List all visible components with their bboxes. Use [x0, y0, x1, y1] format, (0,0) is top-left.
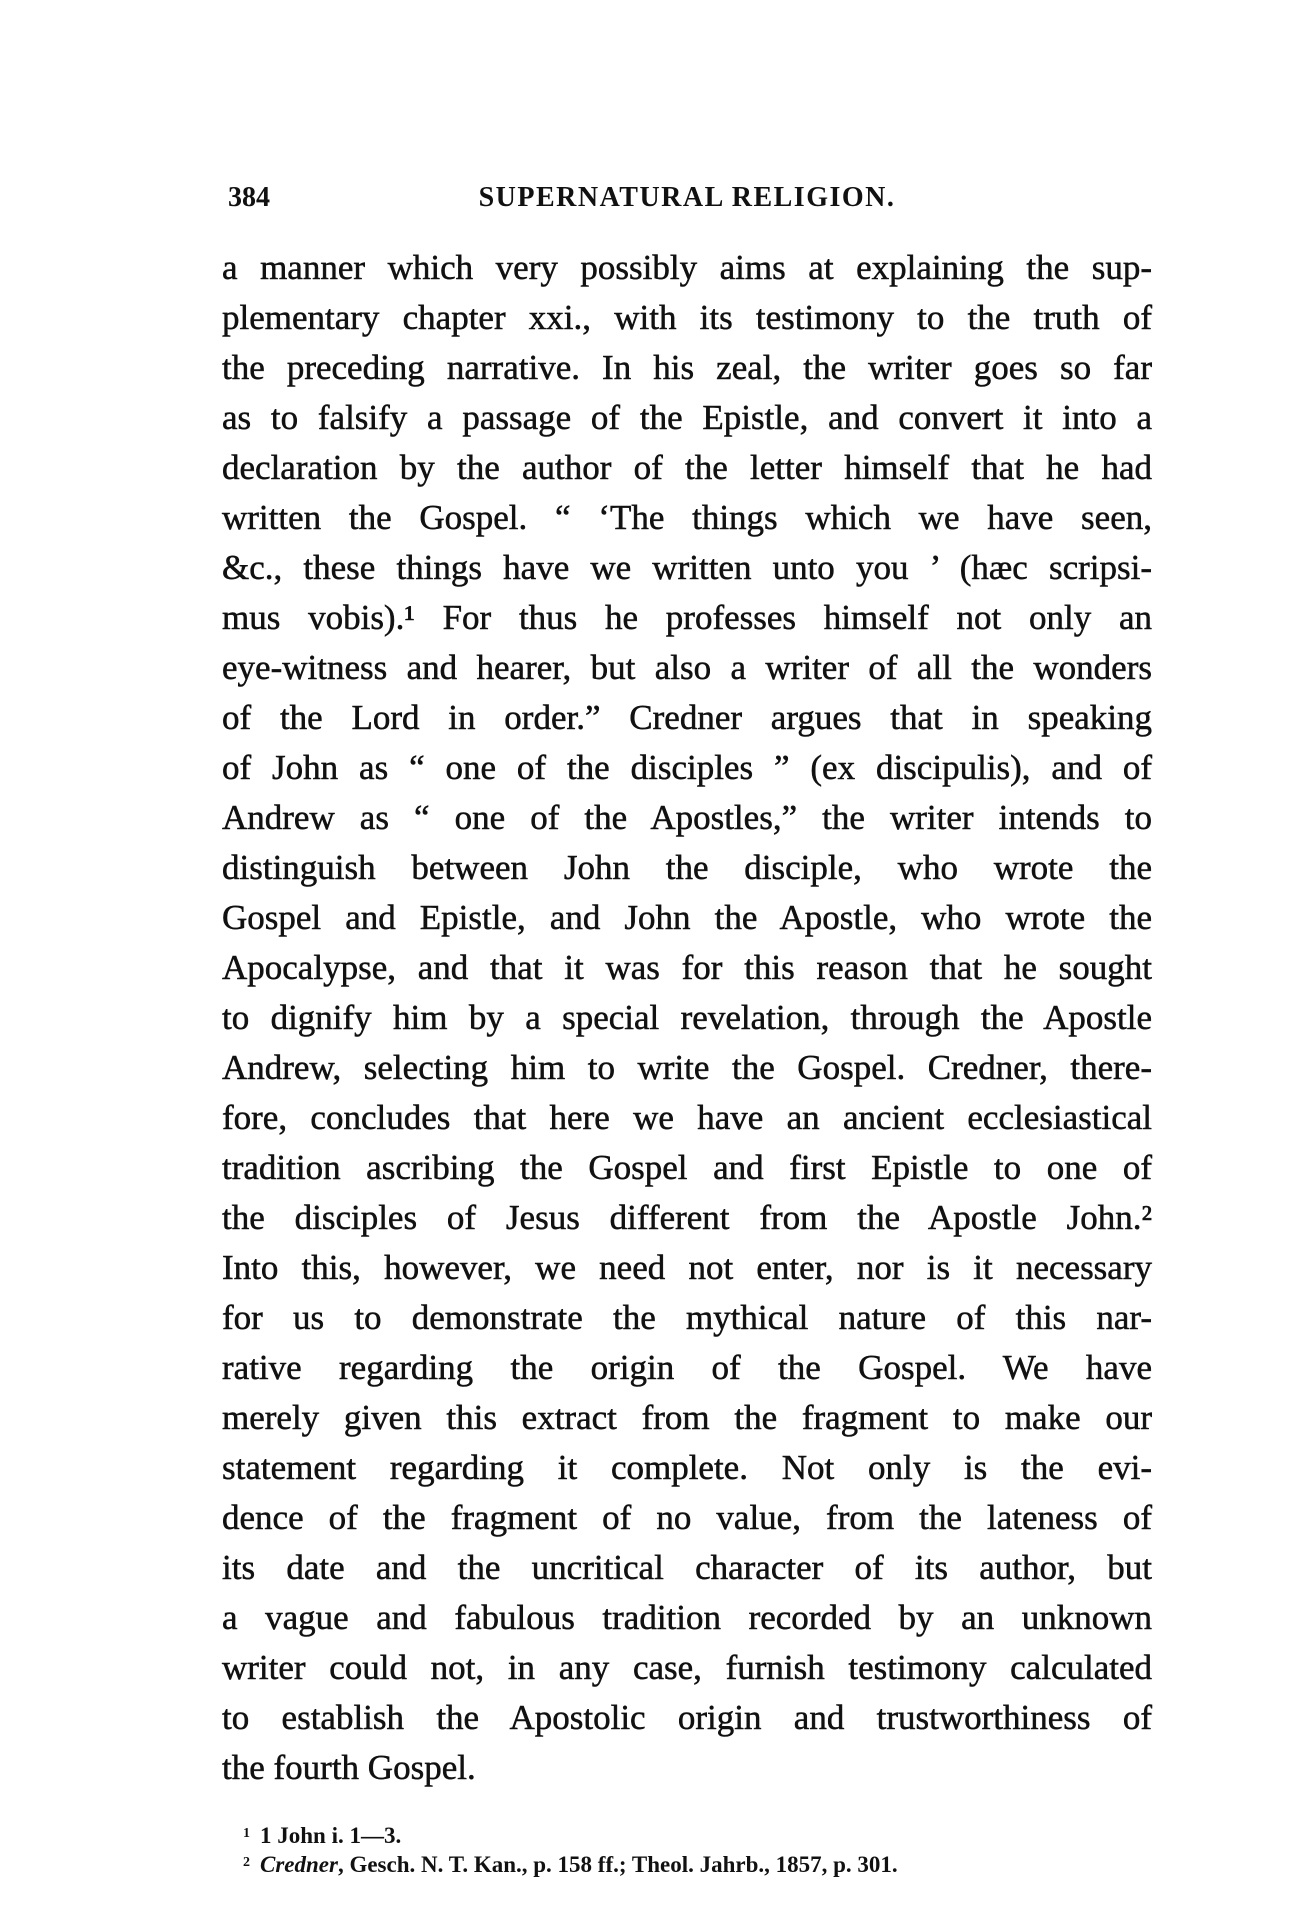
text-line: a vague and fabulous tradition recorded by an unknown	[222, 1598, 1152, 1637]
text-line: written the Gospel. “ ‘The things which we have seen,	[222, 498, 1152, 537]
footnote-2	[243, 1849, 1143, 1878]
text-line: Apocalypse, and that it was for this reason that he sought	[222, 948, 1152, 987]
text-line: rative regarding the origin of the Gospel. We have	[222, 1348, 1152, 1387]
footnote-1	[243, 1820, 1143, 1849]
text-line: statement regarding it complete. Not only is the evi-	[222, 1448, 1152, 1487]
footnote-text: , Gesch. N. T. Kan., p. 158 ff.; Theol. Jahrb., 1857, p. 301.	[337, 1852, 898, 1877]
page-number: 384	[228, 182, 270, 213]
footnotes	[243, 1820, 1143, 1878]
text-line: Gospel and Epistle, and John the Apostle, who wrote the	[222, 898, 1152, 937]
text-line: distinguish between John the disciple, who wrote the	[222, 848, 1152, 887]
text-line: of John as “ one of the disciples ” (ex discipulis), and of	[222, 748, 1152, 787]
text-line: mus vobis).¹ For thus he professes himself not only an	[222, 598, 1152, 637]
text-line: to dignify him by a special revelation, through the Apostle	[222, 998, 1152, 1037]
text-line: Andrew, selecting him to write the Gospel. Credner, there-	[222, 1048, 1152, 1087]
text-line: tradition ascribing the Gospel and first Epistle to one of	[222, 1148, 1152, 1187]
text-line: merely given this extract from the fragment to make our	[222, 1398, 1152, 1437]
footnote-mark: 1	[243, 1826, 250, 1841]
footnote-text: 1 John i. 1—3.	[260, 1823, 402, 1848]
body-text	[222, 243, 1152, 1793]
text-line: Andrew as “ one of the Apostles,” the writer intends to	[222, 798, 1152, 837]
running-title: SUPERNATURAL RELIGION.	[478, 182, 896, 213]
text-line: declaration by the author of the letter himself that he had	[222, 448, 1152, 487]
text-line: of the Lord in order.” Credner argues that in speaking	[222, 698, 1152, 737]
text-line: as to falsify a passage of the Epistle, and convert it into a	[222, 398, 1152, 437]
text-line: a manner which very possibly aims at explaining the sup-	[222, 248, 1152, 287]
text-line: the fourth Gospel.	[222, 1748, 476, 1787]
text-line: &c., these things have we written unto you ’ (hæc scripsi-	[222, 548, 1152, 587]
footnote-author: Credner	[260, 1852, 338, 1877]
text-line: Into this, however, we need not enter, nor is it necessary	[222, 1248, 1152, 1287]
footnote-mark: 2	[243, 1855, 250, 1870]
text-line: writer could not, in any case, furnish testimony calculated	[222, 1648, 1152, 1687]
text-line: dence of the fragment of no value, from the lateness of	[222, 1498, 1152, 1537]
text-line: its date and the uncritical character of its author, but	[222, 1548, 1152, 1587]
text-line: eye-witness and hearer, but also a writer of all the wonders	[222, 648, 1152, 687]
running-header	[222, 182, 1152, 222]
text-line: fore, concludes that here we have an ancient ecclesiastical	[222, 1098, 1152, 1137]
text-line: plementary chapter xxi., with its testimony to the truth of	[222, 298, 1152, 337]
text-line: the preceding narrative. In his zeal, the writer goes so far	[222, 348, 1152, 387]
text-line: for us to demonstrate the mythical nature of this nar-	[222, 1298, 1152, 1337]
text-line: the disciples of Jesus different from the Apostle John.²	[222, 1198, 1152, 1237]
text-line: to establish the Apostolic origin and trustworthiness of	[222, 1698, 1152, 1737]
